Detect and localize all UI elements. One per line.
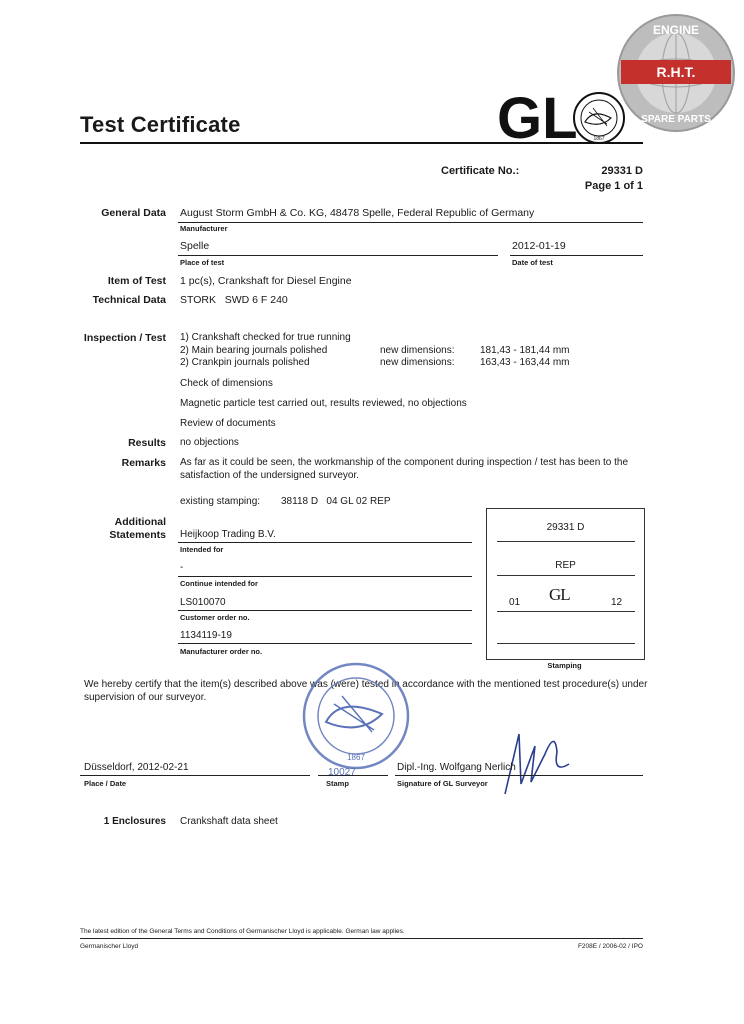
customer-order-value: LS010070 <box>180 597 226 608</box>
footer-form-number: F208E / 2006-02 / IPO <box>577 943 643 950</box>
certification-line-1: We hereby certify that the item(s) described above was (were) tested in accordance with the mentioned test procedure(s) under <box>84 679 648 690</box>
stamping-box <box>486 508 645 660</box>
gl-stamp-mark-icon: GL <box>549 585 570 604</box>
stamping-left-number: 01 <box>509 597 521 608</box>
stamping-rule <box>497 541 635 542</box>
manufacturer-order-caption: Manufacturer order no. <box>180 647 263 656</box>
stamping-rule <box>497 643 635 644</box>
page-title: Test Certificate <box>80 112 241 137</box>
rht-badge-top: ENGINE <box>652 23 700 37</box>
gl-logo <box>497 82 627 146</box>
gl-round-stamp <box>300 660 412 772</box>
inspection-line: 1) Crankshaft checked for true running <box>180 332 351 343</box>
inspection-line: 2) Main bearing journals polished <box>180 345 328 356</box>
inspection-dimension-value: 181,43 - 181,44 mm <box>480 345 570 356</box>
technical-data-value: STORK SWD 6 F 240 <box>180 294 288 306</box>
footer-terms: The latest edition of the General Terms and Conditions of Germanischer Lloyd is applicable. German law applies. <box>80 928 405 935</box>
item-of-test-label: Item of Test <box>107 275 166 287</box>
stamping-caption: Stamping <box>547 661 582 670</box>
continue-intended-value: - <box>180 562 184 573</box>
existing-stamping-label: existing stamping: <box>180 496 261 507</box>
certification-line-2: supervision of our surveyor. <box>84 692 207 703</box>
date-of-test-caption: Date of test <box>512 258 553 267</box>
surveyor-rule <box>395 775 643 776</box>
inspection-dimension-value: 163,43 - 163,44 mm <box>480 357 570 368</box>
manufacturer-value: August Storm GmbH & Co. KG, 48478 Spelle, Federal Republic of Germany <box>180 207 535 219</box>
technical-data-label: Technical Data <box>92 294 166 306</box>
stamping-rule <box>497 575 635 576</box>
customer-order-caption: Customer order no. <box>180 613 250 622</box>
enclosures-label: 1 Enclosures <box>103 816 166 827</box>
footer-divider <box>80 938 643 939</box>
inspection-check: Magnetic particle test carried out, results reviewed, no objections <box>180 398 467 409</box>
page-indicator: Page 1 of 1 <box>584 180 643 192</box>
place-date-value: Düsseldorf, 2012-02-21 <box>84 762 189 773</box>
manufacturer-order-value: 1134119-19 <box>180 630 232 641</box>
place-of-test-value: Spelle <box>180 240 210 252</box>
place-date-rule <box>80 775 310 776</box>
item-of-test-value: 1 pc(s), Crankshaft for Diesel Engine <box>180 275 352 287</box>
additional-label-line2: Statements <box>109 529 166 541</box>
stamping-right-number: 12 <box>611 597 623 608</box>
intended-for-value: Heijkoop Trading B.V. <box>180 529 276 540</box>
footer-company: Germanischer Lloyd <box>80 943 139 950</box>
stamping-rule <box>497 611 635 612</box>
remarks-label: Remarks <box>121 457 166 469</box>
inspection-check: Check of dimensions <box>180 378 273 389</box>
manufacturer-order-rule <box>178 643 472 644</box>
results-value: no objections <box>180 437 239 448</box>
results-label: Results <box>128 437 166 449</box>
enclosures-value: Crankshaft data sheet <box>180 816 278 827</box>
rht-engine-badge <box>615 12 737 134</box>
inspection-dimension-label: new dimensions: <box>380 345 455 356</box>
stamping-number: 29331 D <box>546 522 585 533</box>
remarks-line-1: As far as it could be seen, the workmanship of the component during inspection / test has been to the <box>180 457 629 468</box>
date-of-test-rule <box>510 255 643 256</box>
inspection-line: 2) Crankpin journals polished <box>180 357 310 368</box>
inspection-label: Inspection / Test <box>83 332 166 344</box>
surveyor-name: Dipl.-Ing. Wolfgang Nerlich <box>397 762 516 773</box>
rht-badge-center: R.H.T. <box>656 64 696 80</box>
intended-for-rule <box>178 542 472 543</box>
general-data-label: General Data <box>101 207 166 219</box>
stamp-year: 1867 <box>347 753 365 762</box>
intended-for-caption: Intended for <box>180 545 224 554</box>
continue-intended-rule <box>178 576 472 577</box>
existing-stamping-value: 38118 D 04 GL 02 REP <box>281 496 391 507</box>
manufacturer-caption: Manufacturer <box>180 224 228 233</box>
certificate-number: 29331 D <box>601 165 643 177</box>
certificate-number-label: Certificate No.: <box>441 165 520 177</box>
stamping-rep: REP <box>555 560 576 571</box>
stamp-number: 10027 <box>328 767 356 778</box>
place-date-caption: Place / Date <box>84 779 127 788</box>
inspection-dimension-label: new dimensions: <box>380 357 455 368</box>
customer-order-rule <box>178 610 472 611</box>
remarks-line-2: satisfaction of the undersigned surveyor. <box>180 470 359 481</box>
gl-logo-text: GL <box>497 86 578 146</box>
place-of-test-rule <box>178 255 498 256</box>
continue-intended-caption: Continue intended for <box>180 579 258 588</box>
inspection-check: Review of documents <box>180 418 276 429</box>
place-of-test-caption: Place of test <box>180 258 225 267</box>
stamp-caption: Stamp <box>326 779 349 788</box>
manufacturer-rule <box>178 222 643 223</box>
gl-logo-year: 1867 <box>593 136 605 142</box>
rht-badge-bottom: SPARE PARTS <box>641 114 711 125</box>
surveyor-caption: Signature of GL Surveyor <box>397 779 488 788</box>
additional-label-line1: Additional <box>114 516 166 528</box>
date-of-test-value: 2012-01-19 <box>512 240 566 252</box>
